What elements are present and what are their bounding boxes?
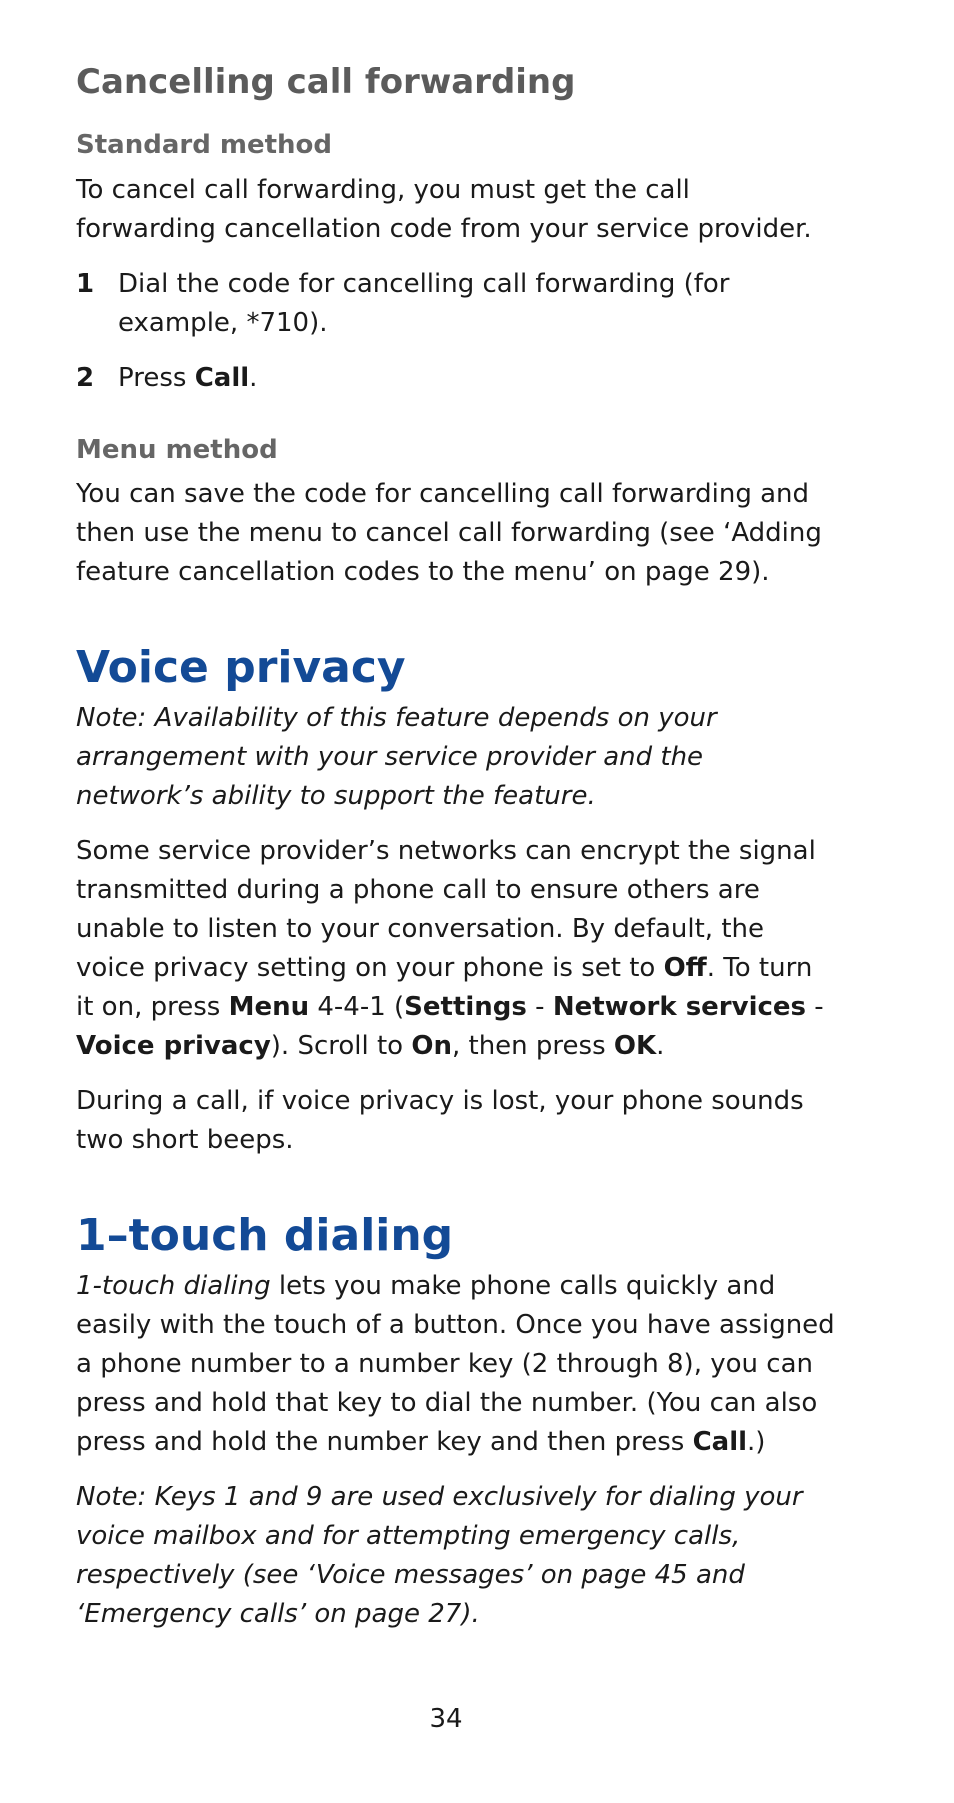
touch-dialing-note: Note: Keys 1 and 9 are used exclusively for dialing your voice mailbox and for attempting emergency calls, respectively (see ‘Voice messages’ on page 45 and ‘Emergency calls’ on page 27). [76,1481,803,1629]
menu-method-heading: Menu method [76,434,278,465]
standard-method-heading: Standard method [76,129,332,160]
step-text-part: . [249,362,258,393]
document-page [76,62,836,1650]
voice-privacy-label: Voice privacy [76,1031,271,1062]
voice-privacy-beeps-text: During a call, if voice privacy is lost, your phone sounds two short beeps. [76,1086,804,1156]
voice-privacy-heading: Voice privacy [76,642,406,694]
ok-key-label: OK [613,1031,657,1062]
menu-method-text: You can save the code for cancelling call forwarding and then use the menu to cancel call forwarding (see ‘Adding feature cancellation codes to the menu’ on page 29). [76,479,822,588]
settings-label: Settings [404,992,527,1023]
section-title: Cancelling call forwarding [76,62,576,102]
on-label: On [411,1031,452,1062]
menu-key-label: Menu [228,992,310,1023]
step-number: 2 [76,362,95,393]
off-label: Off [663,953,707,984]
step-number: 1 [76,268,95,299]
call-key-label: Call [692,1426,748,1457]
step-item [76,265,836,343]
page-number: 34 [429,1704,463,1734]
step-item [76,359,836,398]
network-services-label: Network services [552,992,807,1023]
step-text [118,359,836,398]
touch-dialing-paragraph: 1-touch dialing lets you make phone calls quickly and easily with the touch of a button. Once you have assigned a phone number to a number key (2 through 8), you can press and hold that key to dial the number. (You can also press and hold the number key and then press Call.) [76,1270,835,1457]
call-key-label: Call [194,362,250,393]
voice-privacy-note: Note: Availability of this feature depends on your arrangement with your service provider and the network’s ability to support the feature. [76,703,717,812]
voice-privacy-paragraph: Some service provider’s networks can encrypt the signal transmitted during a phone call to ensure others are unable to listen to your conversation. By default, the voice privacy setting on your phone is set to Off. To turn it on, press Menu 4-4-1 (Settings - Network services - Voice privacy). Scroll to On, then press OK. [76,836,824,1062]
touch-dialing-heading: 1–touch dialing [76,1210,454,1262]
step-text: Dial the code for cancelling call forwarding (for example, *710). [118,268,730,338]
standard-method-intro: To cancel call forwarding, you must get the call forwarding cancellation code from your service provider. [76,174,812,244]
touch-dialing-term: 1-touch dialing [76,1270,271,1301]
step-text-part: Press [118,362,195,393]
standard-method-steps [76,265,836,398]
